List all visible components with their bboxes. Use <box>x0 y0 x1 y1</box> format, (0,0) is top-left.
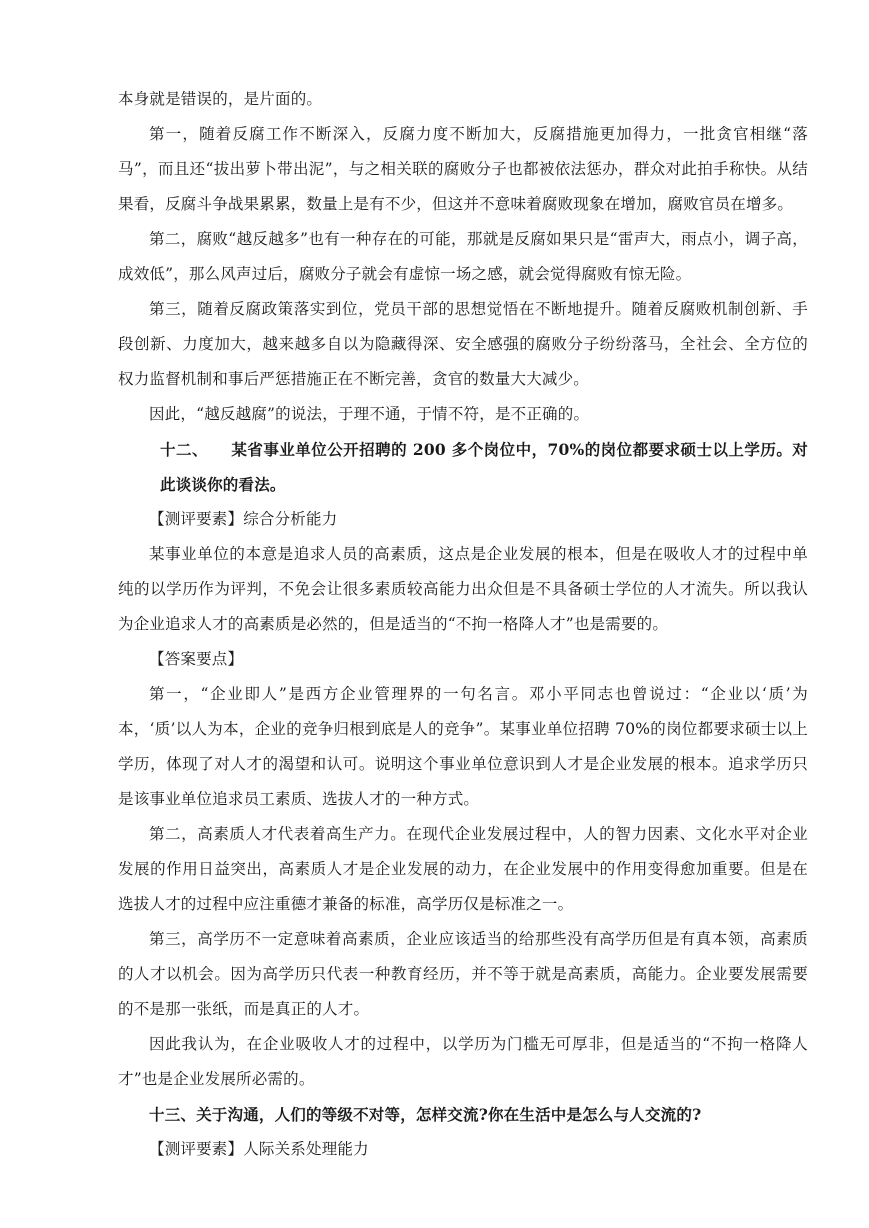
answer-conclusion: 因此我认为，在企业吸收人才的过程中，以学历为门槛无可厚非，但是适当的“不拘一格降人才”也是企业发展所必需的。 <box>118 1035 808 1088</box>
answer-point-three: 第三，高学历不一定意味着高素质，企业应该适当的给那些没有高学历但是有真本领，高素质的人才以机会。因为高学历只代表一种教育经历，并不等于就是高素质，高能力。企业要发展需要的不是那一张纸，而是真正的人才。 <box>118 930 808 1018</box>
evaluation-element-label-2: 【测评要素】人际关系处理能力 <box>149 1140 369 1158</box>
question-thirteen-heading: 十三、关于沟通，人们的等级不对等，怎样交流?你在生活中是怎么与人交流的? <box>149 1105 702 1124</box>
paragraph-point-one: 第一，随着反腐工作不断深入，反腐力度不断加大，反腐措施更加得力，一批贪官相继“落马”，而且还“拔出萝卜带出泥”，与之相关联的腐败分子也都被依法惩办，群众对此拍手称快。从结果看，反腐斗争战果累累，数量上是有不少，但这并不意味着腐败现象在增加，腐败官员在增多。 <box>118 125 808 213</box>
paragraph-point-three: 第三，随着反腐政策落实到位，党员干部的思想觉悟在不断地提升。随着反腐败机制创新、手段创新、力度加大，越来越多自以为隐藏得深、安全感强的腐败分子纷纷落马，全社会、全方位的权力监督机制和事后严惩措施正在不断完善，贪官的数量大大减少。 <box>118 300 808 388</box>
paragraph-conclusion: 因此，“越反越腐”的说法，于理不通，于情不符，是不正确的。 <box>149 405 590 423</box>
paragraph-point-two: 第二，腐败“越反越多”也有一种存在的可能，那就是反腐如果只是“雷声大，雨点小，调子高，成效低”，那么风声过后，腐败分子就会有虚惊一场之感，就会觉得腐败有惊无险。 <box>118 230 808 283</box>
question-text: 某省事业单位公开招聘的 200 多个岗位中，70%的岗位都要求硕士以上学历。对此谈谈你的看法。 <box>160 440 809 494</box>
question-twelve-heading <box>118 432 808 502</box>
answer-point-one: 第一，“企业即人”是西方企业管理界的一句名言。邓小平同志也曾说过：“企业以‘质’为本，‘质’以人为本，企业的竞争归根到底是人的竞争”。某事业单位招聘 70%的岗位都要求硕士以上学历，体现了对人才的渴望和认可。说明这个事业单位意识到人才是企业发展的根本。追求学历只是该事业单位追求员工素质、选拔人才的一种方式。 <box>118 685 808 808</box>
paragraph-analysis: 某事业单位的本意是追求人员的高素质，这点是企业发展的根本，但是在吸收人才的过程中单纯的以学历作为评判，不免会让很多素质较高能力出众但是不具备硕士学位的人才流失。所以我认为企业追求人才的高素质是必然的，但是适当的“不拘一格降人才”也是需要的。 <box>118 545 808 633</box>
answer-points-label: 【答案要点】 <box>149 650 244 668</box>
question-number: 十二、 <box>160 440 208 459</box>
evaluation-element-label: 【测评要素】综合分析能力 <box>149 510 338 528</box>
document-page <box>118 82 808 1167</box>
paragraph-continuation: 本身就是错误的，是片面的。 <box>118 90 323 108</box>
answer-point-two: 第二，高素质人才代表着高生产力。在现代企业发展过程中，人的智力因素、文化水平对企业发展的作用日益突出，高素质人才是企业发展的动力，在企业发展中的作用变得愈加重要。但是在选拔人才的过程中应注重德才兼备的标准，高学历仅是标准之一。 <box>118 825 808 913</box>
